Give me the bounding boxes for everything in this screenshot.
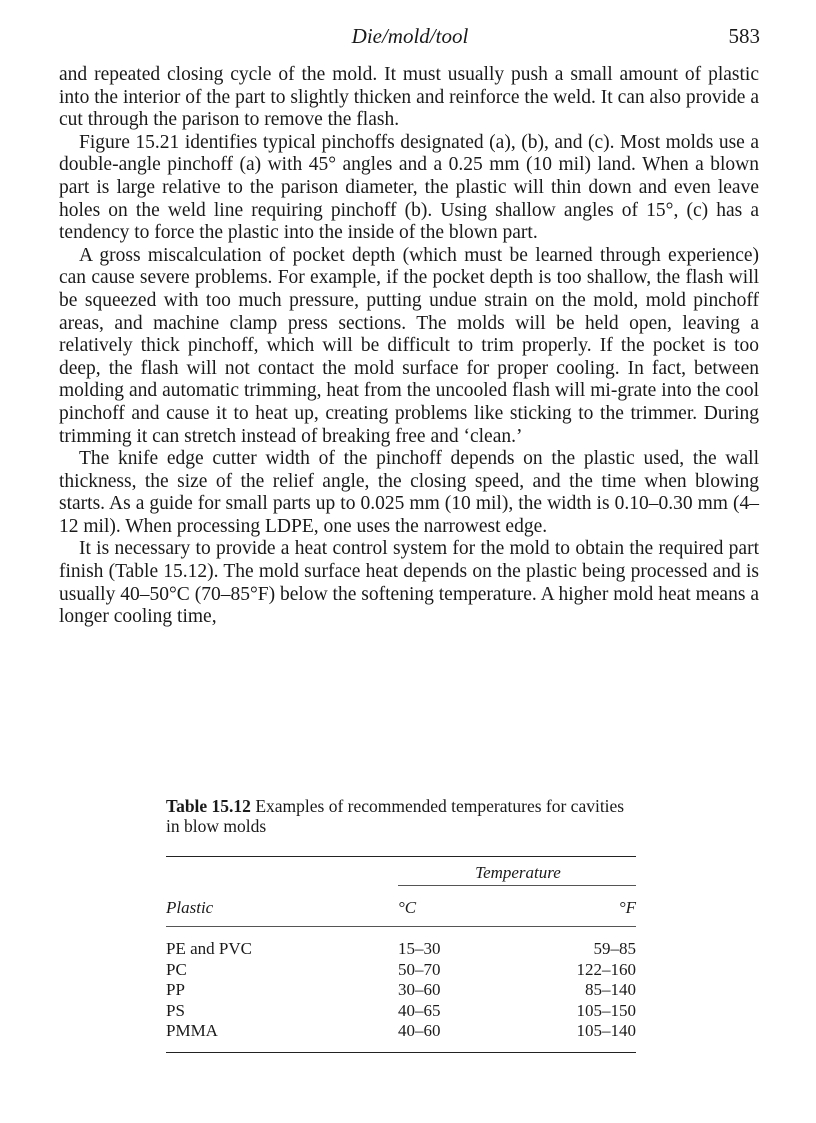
cell-plastic: PS [166, 1000, 185, 1020]
page-number: 583 [728, 24, 760, 48]
cell-celsius: 15–30 [398, 939, 441, 958]
table-15-12 [166, 796, 636, 1053]
paragraph: and repeated closing cycle of the mold. It must usually push a small amount of plastic into the interior of the part to slightly thicken and reinforce the weld. It can also provide a cut through the parison to remove the flash. [59, 64, 759, 131]
table-bottom-rule [166, 1052, 636, 1053]
cell-fahrenheit: 59–85 [593, 939, 636, 958]
cell-plastic: PP [166, 980, 185, 999]
cell-celsius: 50–70 [398, 959, 441, 979]
cell-celsius: 30–60 [398, 980, 441, 999]
paragraph: A gross miscalculation of pocket depth (which must be learned through experience) can cause severe problems. For example, if the pocket depth is too shallow, the flash will be squeezed with too much pressure, putting undue strain on the mold, mold pinchoff areas, and machine clamp press sections. The molds will be held open, leaving a relatively thick pinchoff, which will be difficult to trim properly. If the pocket is too deep, the flash will not contact the mold surface for proper cooling. In fact, between molding and automatic trimming, heat from the uncooled flash will mi-grate into the cool pinchoff and cause it to heat up, creating problems like sticking to the trimmer. During trimming it can stretch instead of breaking free and ‘clean.’ [59, 244, 759, 447]
table-row [166, 1021, 636, 1042]
table-caption [166, 796, 636, 836]
cell-fahrenheit: 122–160 [576, 959, 636, 979]
cell-plastic: PC [166, 959, 187, 979]
cell-fahrenheit: 105–140 [576, 1021, 636, 1040]
column-header-fahrenheit: °F [618, 898, 636, 917]
cell-fahrenheit: 85–140 [585, 980, 636, 999]
cell-fahrenheit: 105–150 [576, 1000, 636, 1020]
running-title: Die/mold/tool [351, 24, 469, 48]
table-row [166, 980, 636, 1001]
body-text [59, 64, 759, 629]
cell-plastic: PE and PVC [166, 939, 252, 958]
table-body [166, 927, 636, 1052]
column-header-plastic: Plastic [166, 898, 214, 917]
cell-celsius: 40–65 [398, 1000, 441, 1020]
paragraph: It is necessary to provide a heat control system for the mold to obtain the required part finish (Table 15.12). The mold surface heat depends on the plastic being processed and is usually 40–50°C (70–85°F) below the softening temperature. A higher mold heat means a longer cooling time, [59, 538, 759, 628]
table-row [166, 1001, 636, 1022]
table-row [166, 960, 636, 981]
temperature-header: Temperature [475, 863, 561, 882]
cell-plastic: PMMA [166, 1021, 218, 1040]
table-column-headers [166, 886, 636, 926]
table-group-header [166, 857, 636, 885]
page-header [60, 24, 760, 52]
column-header-celsius: °C [398, 898, 417, 917]
cell-celsius: 40–60 [398, 1021, 441, 1040]
table-row [166, 939, 636, 960]
paragraph: Figure 15.21 identifies typical pinchoffs designated (a), (b), and (c). Most molds use a double-angle pinchoff (a) with 45° angles and a 0.25 mm (10 mil) land. When a blown part is large relative to the parison diameter, the plastic will thin down and even leave holes on the weld line requiring pinchoff (b). Using shallow angles of 15°, (c) has a tendency to force the plastic into the inside of the blown part. [59, 131, 759, 244]
table-caption-text: Examples of recommended temperatures for cavities in blow molds [166, 796, 625, 836]
paragraph: The knife edge cutter width of the pinchoff depends on the plastic used, the wall thickness, the size of the relief angle, the closing speed, and the time when blowing starts. As a guide for small parts up to 0.025 mm (10 mil), the width is 0.10–0.30 mm (4–12 mil). When processing LDPE, one uses the narrowest edge. [59, 448, 759, 537]
table-label: Table 15.12 [166, 796, 251, 816]
